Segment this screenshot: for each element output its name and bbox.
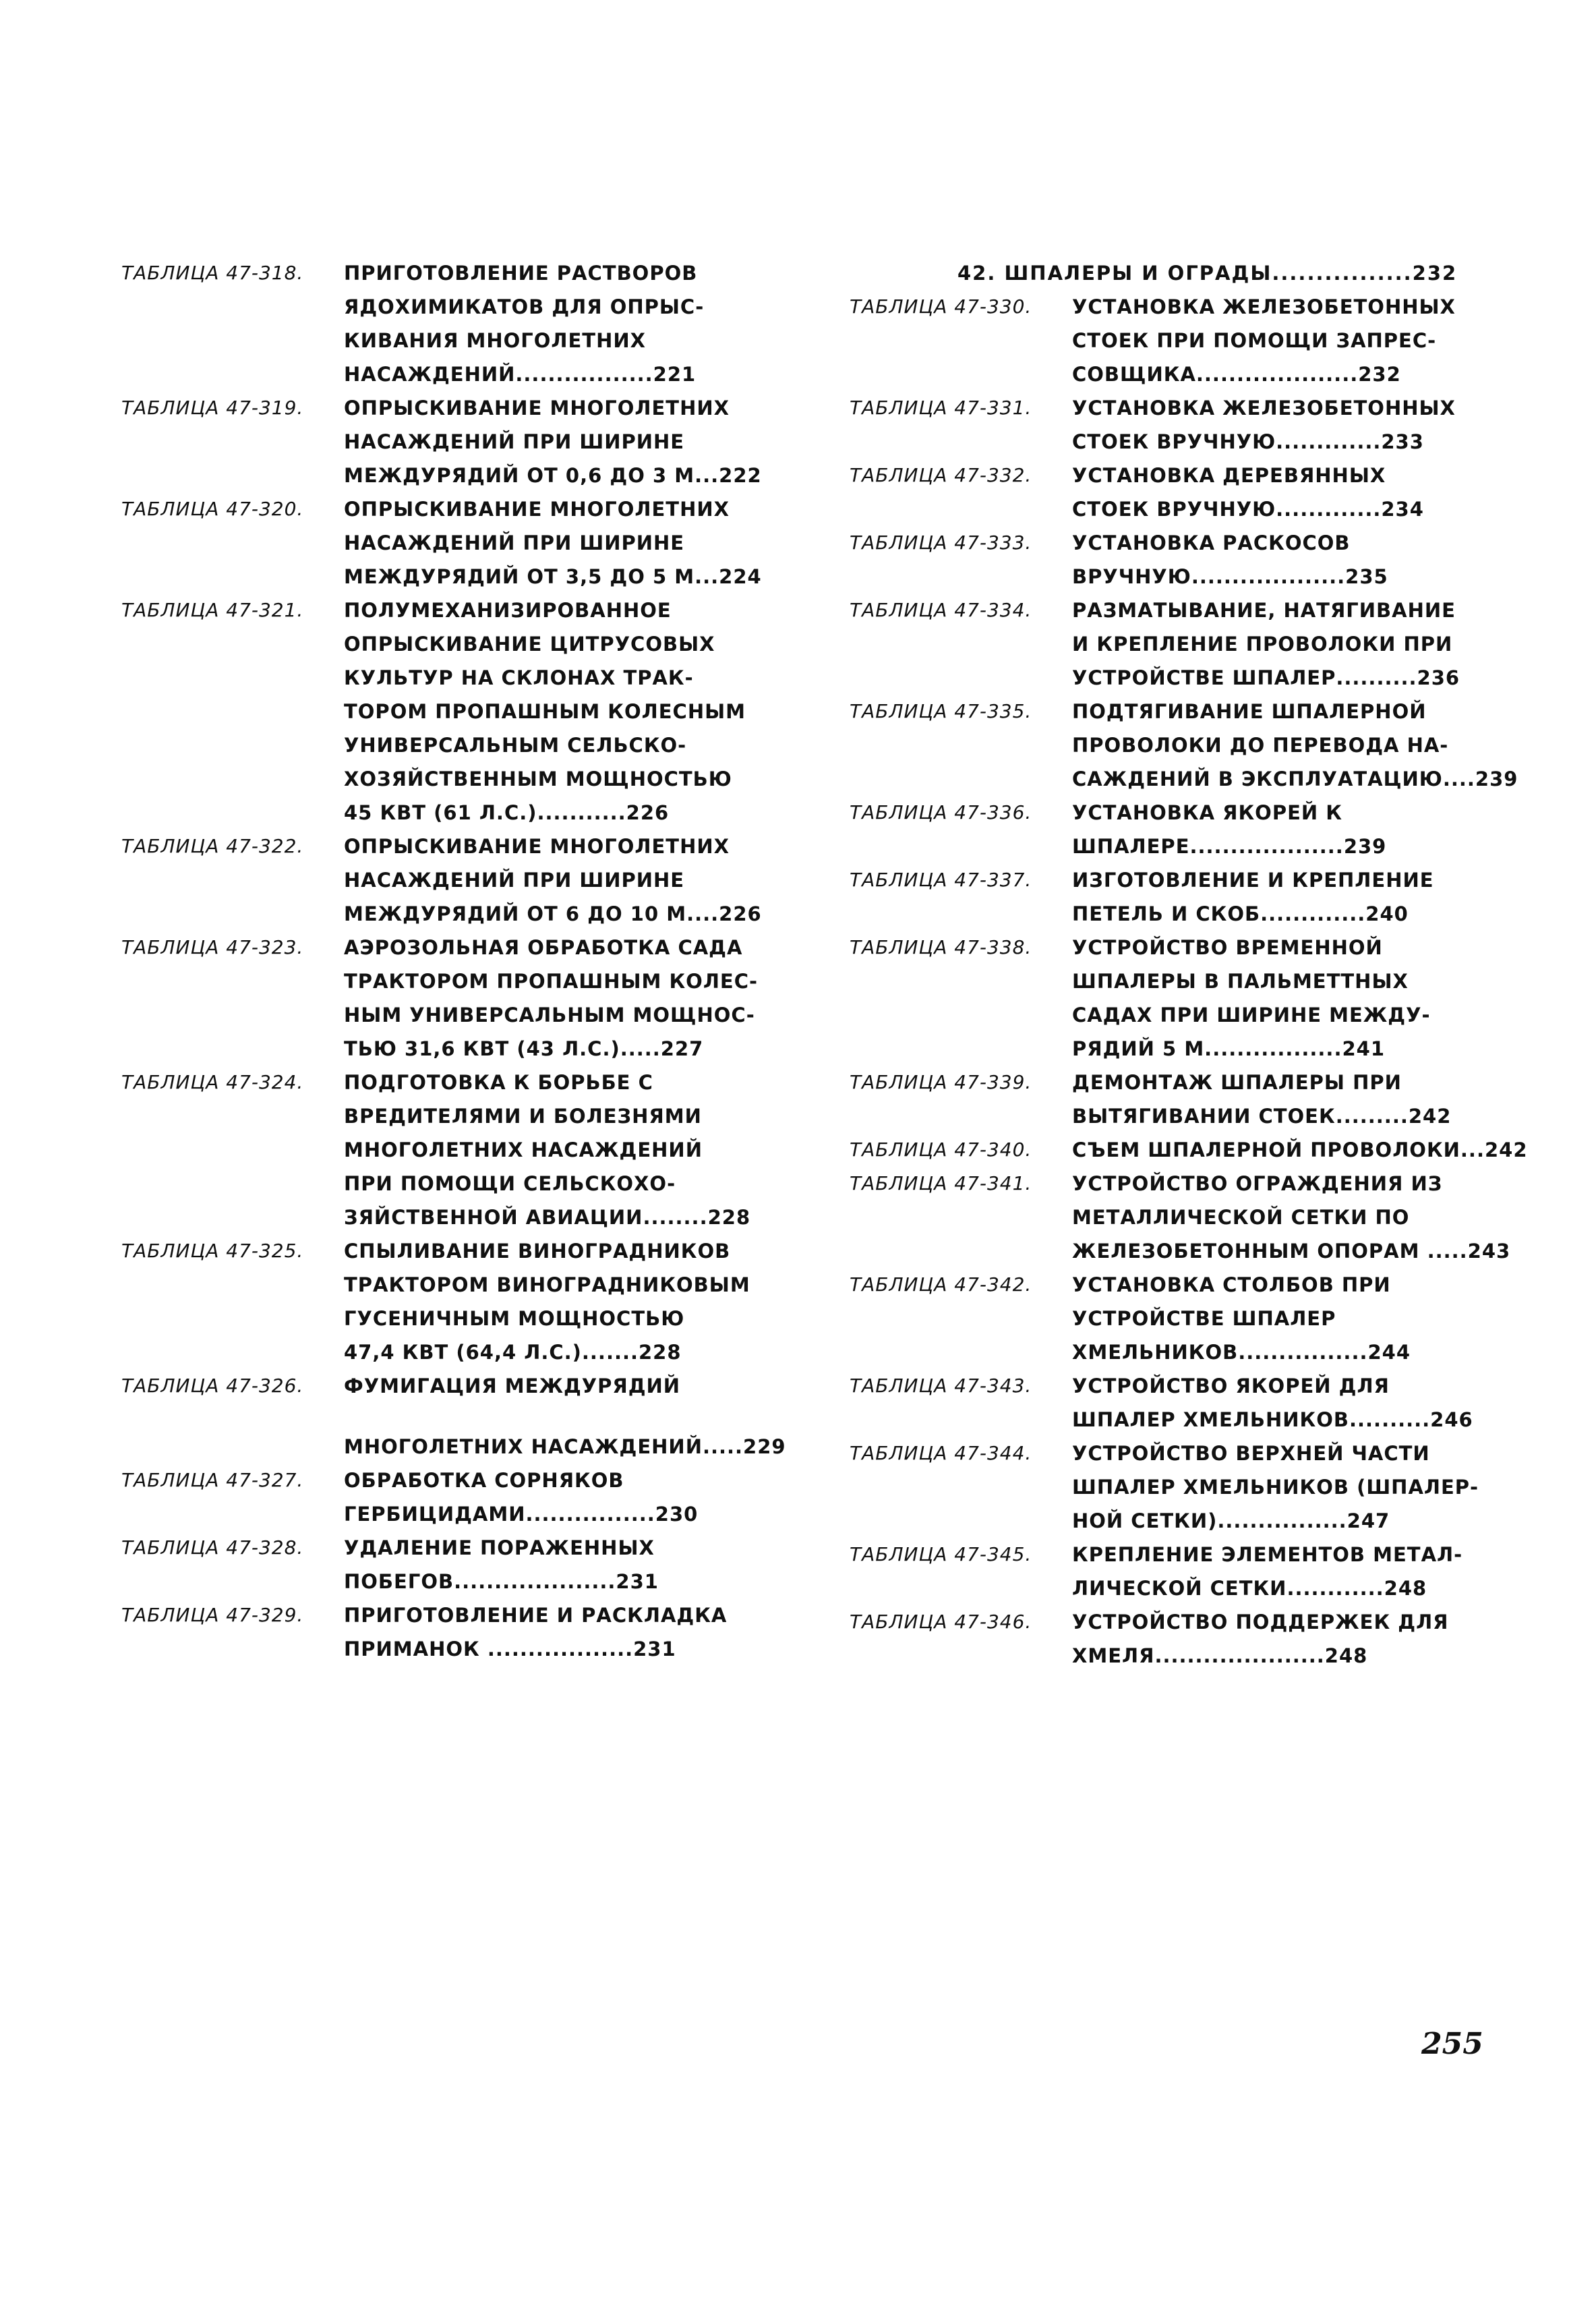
entry-title-line: НАСАЖДЕНИЙ.................221 [344,363,697,386]
toc-entry[interactable] [850,1369,1497,1437]
entry-title [1072,290,1497,391]
entry-title [1072,1369,1497,1437]
table-number-label: ТАБЛИЦА 47-322. [121,835,304,857]
table-number-label: ТАБЛИЦА 47-344. [850,1442,1032,1464]
toc-entry[interactable] [121,492,762,594]
toc-entry[interactable] [121,1464,755,1531]
toc-entry[interactable] [850,695,1518,796]
entry-title [344,830,762,931]
entry-title [344,1234,755,1369]
toc-entry[interactable] [850,796,1497,863]
entry-title-line: УСТРОЙСТВО ВЕРХНЕЙ ЧАСТИ [1072,1442,1430,1465]
entry-title [1072,695,1518,796]
entry-title [344,1464,755,1531]
entry-title-line: ПОЛУМЕХАНИЗИРОВАННОЕ [344,599,672,622]
entry-title-line: ВРЕДИТЕЛЯМИ И БОЛЕЗНЯМИ [344,1105,702,1128]
entry-title-line: НАСАЖДЕНИЙ ПРИ ШИРИНЕ [344,430,685,453]
entry-title-line: ХМЕЛЬНИКОВ................244 [1072,1341,1411,1364]
entry-title-line: ХОЗЯЙСТВЕННЫМ МОЩНОСТЬЮ [344,768,732,790]
toc-entry[interactable] [121,1598,755,1666]
entry-title-line: УСТАНОВКА ЖЕЛЕЗОБЕТОННЫХ [1072,397,1456,420]
entry-title-line: ПОДТЯГИВАНИЕ ШПАЛЕРНОЙ [1072,700,1427,723]
toc-entry[interactable] [850,459,1497,526]
entry-title-line: ТЬЮ 31,6 КВТ (43 Л.С.).....227 [344,1037,704,1060]
toc-entry[interactable] [121,1531,755,1598]
entry-title [1072,931,1497,1066]
toc-entry[interactable] [850,931,1497,1066]
entry-title [1072,1605,1497,1673]
page-number: 255 [1421,2027,1483,2061]
entry-title-line: 45 КВТ (61 Л.С.)...........226 [344,801,670,824]
table-number-label: ТАБЛИЦА 47-338. [850,936,1032,958]
table-number-label: ТАБЛИЦА 47-336. [850,801,1032,823]
entry-title-line: УДАЛЕНИЕ ПОРАЖЕННЫХ [344,1536,655,1559]
toc-entry[interactable] [850,526,1497,594]
entry-title-line: НЫМ УНИВЕРСАЛЬНЫМ МОЩНОС- [344,1004,755,1027]
entry-title [344,391,762,492]
entry-title [344,594,755,830]
table-number-label: ТАБЛИЦА 47-340. [850,1138,1032,1161]
entry-title [1072,796,1497,863]
table-number-label: ТАБЛИЦА 47-339. [850,1071,1032,1093]
entry-title-line: ОПРЫСКИВАНИЕ ЦИТРУСОВЫХ [344,633,715,656]
table-number-label: ТАБЛИЦА 47-335. [850,700,1032,722]
entry-title-line: КРЕПЛЕНИЕ ЭЛЕМЕНТОВ МЕТАЛ- [1072,1543,1463,1566]
entry-title-line: ПРИ ПОМОЩИ СЕЛЬСКОХО- [344,1172,676,1195]
entry-title-line: РАЗМАТЫВАНИЕ, НАТЯГИВАНИЕ [1072,599,1456,622]
entry-title-line: САДАХ ПРИ ШИРИНЕ МЕЖДУ- [1072,1004,1431,1027]
entry-title-line: СТОЕК ПРИ ПОМОЩИ ЗАПРЕС- [1072,329,1437,352]
table-number-label: ТАБЛИЦА 47-320. [121,498,304,520]
entry-title [1072,1437,1497,1538]
table-number-label: ТАБЛИЦА 47-330. [850,295,1032,318]
entry-title-line: УСТАНОВКА ДЕРЕВЯННЫХ [1072,464,1386,487]
table-number-label: ТАБЛИЦА 47-342. [850,1273,1032,1296]
entry-title [1072,1538,1497,1605]
entry-title-line: СЪЕМ ШПАЛЕРНОЙ ПРОВОЛОКИ...242 [1072,1138,1528,1161]
entry-title-line: УСТАНОВКА ЯКОРЕЙ К [1072,801,1342,824]
entry-title [1072,863,1497,931]
entry-title-line: ОПРЫСКИВАНИЕ МНОГОЛЕТНИХ [344,835,730,858]
entry-title [344,256,755,391]
toc-entry[interactable] [121,256,755,391]
entry-title-line: ПРИГОТОВЛЕНИЕ РАСТВОРОВ [344,262,698,285]
entry-title-line: УСТРОЙСТВЕ ШПАЛЕР [1072,1307,1336,1330]
toc-right-column [850,256,1528,1673]
table-number-label: ТАБЛИЦА 47-324. [121,1071,304,1093]
toc-entry[interactable] [121,594,755,830]
entry-title-line: СПЫЛИВАНИЕ ВИНОГРАДНИКОВ [344,1240,731,1263]
entry-title-line [344,1403,786,1430]
entry-title-line: ГУСЕНИЧНЫМ МОЩНОСТЬЮ [344,1307,685,1330]
entry-title-line: ПОДГОТОВКА К БОРЬБЕ С [344,1071,653,1094]
toc-entry[interactable] [850,1538,1497,1605]
entry-title-line: КУЛЬТУР НА СКЛОНАХ ТРАК- [344,666,694,689]
table-number-label: ТАБЛИЦА 47-326. [121,1375,304,1397]
table-number-label: ТАБЛИЦА 47-341. [850,1172,1032,1194]
toc-entry[interactable] [850,863,1497,931]
entry-title-line: МЕТАЛЛИЧЕСКОЙ СЕТКИ ПО [1072,1206,1410,1229]
entry-title-line: УСТРОЙСТВО ПОДДЕРЖЕК ДЛЯ [1072,1611,1449,1634]
entry-title-line: НОЙ СЕТКИ)................247 [1072,1509,1390,1532]
entry-title-line: УСТАНОВКА РАСКОСОВ [1072,531,1351,554]
toc-left-column [121,256,786,1666]
entry-title [1072,1268,1497,1369]
entry-title-line: 47,4 КВТ (64,4 Л.С.).......228 [344,1341,682,1364]
table-number-label: ТАБЛИЦА 47-343. [850,1375,1032,1397]
entry-title-line: МНОГОЛЕТНИХ НАСАЖДЕНИЙ [344,1138,703,1161]
table-number-label: ТАБЛИЦА 47-329. [121,1604,304,1626]
entry-title [344,1369,786,1464]
entry-title-line: МЕЖДУРЯДИЙ ОТ 0,6 ДО 3 М...222 [344,464,762,487]
toc-entry[interactable] [850,1066,1497,1133]
entry-title [1072,526,1497,594]
entry-title-line: УСТРОЙСТВО ЯКОРЕЙ ДЛЯ [1072,1375,1390,1397]
entry-title-line: ДЕМОНТАЖ ШПАЛЕРЫ ПРИ [1072,1071,1402,1094]
toc-entry[interactable] [121,1369,786,1464]
entry-title-line: МЕЖДУРЯДИЙ ОТ 3,5 ДО 5 М...224 [344,565,762,588]
entry-title-line: УСТРОЙСТВО ВРЕМЕННОЙ [1072,936,1383,959]
entry-title [344,492,762,594]
entry-title-line: РЯДИЙ 5 М.................241 [1072,1037,1385,1060]
entry-title [1072,1167,1510,1268]
entry-title-line: МНОГОЛЕТНИХ НАСАЖДЕНИЙ.....229 [344,1435,786,1458]
entry-title-line: ШПАЛЕР ХМЕЛЬНИКОВ..........246 [1072,1408,1473,1431]
entry-title-line: ХМЕЛЯ.....................248 [1072,1644,1368,1667]
toc-entry[interactable] [850,1167,1511,1268]
entry-title-line: ЯДОХИМИКАТОВ ДЛЯ ОПРЫС- [344,295,705,318]
toc-entry[interactable] [121,931,759,1066]
entry-title-line: ПЕТЕЛЬ И СКОБ.............240 [1072,902,1409,925]
toc-entry[interactable] [850,290,1497,391]
table-number-label: ТАБЛИЦА 47-323. [121,936,304,958]
toc-entry[interactable] [850,1605,1497,1673]
toc-entry[interactable] [121,1066,755,1234]
table-number-label: ТАБЛИЦА 47-346. [850,1611,1032,1633]
entry-title-line: ПРОВОЛОКИ ДО ПЕРЕВОДА НА- [1072,734,1449,757]
entry-title [344,1531,755,1598]
entry-title-line: ПРИМАНОК ..................231 [344,1638,676,1660]
entry-title-line: ВЫТЯГИВАНИИ СТОЕК.........242 [1072,1105,1452,1128]
entry-title-line: ЛИЧЕСКОЙ СЕТКИ............248 [1072,1577,1427,1600]
toc-entry[interactable] [121,830,762,931]
entry-title-line: ОПРЫСКИВАНИЕ МНОГОЛЕТНИХ [344,397,730,420]
entry-title-line: АЭРОЗОЛЬНАЯ ОБРАБОТКА САДА [344,936,743,959]
entry-title-line: ШПАЛЕР ХМЕЛЬНИКОВ (ШПАЛЕР- [1072,1476,1479,1499]
table-number-label: ТАБЛИЦА 47-332. [850,464,1032,486]
entry-title-line: ФУМИГАЦИЯ МЕЖДУРЯДИЙ [344,1375,681,1397]
toc-entry[interactable] [850,594,1497,695]
entry-title-line: СОВЩИКА....................232 [1072,363,1401,386]
entry-title-line: ЗЯЙСТВЕННОЙ АВИАЦИИ........228 [344,1206,751,1229]
entry-title-line: ИЗГОТОВЛЕНИЕ И КРЕПЛЕНИЕ [1072,869,1434,892]
entry-title-line: УСТАНОВКА ЖЕЛЕЗОБЕТОННЫХ [1072,295,1456,318]
entry-title-line: И КРЕПЛЕНИЕ ПРОВОЛОКИ ПРИ [1072,633,1453,656]
entry-title-line: САЖДЕНИЙ В ЭКСПЛУАТАЦИЮ....239 [1072,768,1518,790]
entry-title-line: ТРАКТОРОМ ВИНОГРАДНИКОВЫМ [344,1273,750,1296]
entry-title [344,1066,755,1234]
table-number-label: ТАБЛИЦА 47-319. [121,397,304,419]
table-number-label: ТАБЛИЦА 47-325. [121,1240,304,1262]
entry-title-line: УСТРОЙСТВЕ ШПАЛЕР..........236 [1072,666,1460,689]
entry-title-line: ТРАКТОРОМ ПРОПАШНЫМ КОЛЕС- [344,970,759,993]
toc-entry[interactable] [850,1133,1528,1167]
table-number-label: ТАБЛИЦА 47-328. [121,1536,304,1559]
entry-title-line: ТОРОМ ПРОПАШНЫМ КОЛЕСНЫМ [344,700,746,723]
entry-title [1072,459,1497,526]
table-number-label: ТАБЛИЦА 47-331. [850,397,1032,419]
entry-title-line: ШПАЛЕРЫ В ПАЛЬМЕТТНЫХ [1072,970,1409,993]
toc-entry[interactable] [850,1437,1497,1538]
entry-title-line: УНИВЕРСАЛЬНЫМ СЕЛЬСКО- [344,734,687,757]
table-number-label: ТАБЛИЦА 47-337. [850,869,1032,891]
entry-title [1072,1066,1497,1133]
toc-entry[interactable] [850,391,1497,459]
entry-title [344,1598,755,1666]
entry-title [1072,391,1497,459]
table-number-label: ТАБЛИЦА 47-334. [850,599,1032,621]
section-heading[interactable]: 42. ШПАЛЕРЫ И ОГРАДЫ................232 [957,262,1458,285]
entry-title-line: МЕЖДУРЯДИЙ ОТ 6 ДО 10 М....226 [344,902,762,925]
entry-title-line: ОПРЫСКИВАНИЕ МНОГОЛЕТНИХ [344,498,730,521]
entry-title-line: ПОБЕГОВ....................231 [344,1570,659,1593]
entry-title-line: УСТРОЙСТВО ОГРАЖДЕНИЯ ИЗ [1072,1172,1443,1195]
entry-title [344,931,758,1066]
toc-entry[interactable] [850,1268,1497,1369]
toc-entry[interactable] [121,1234,755,1369]
entry-title-line: КИВАНИЯ МНОГОЛЕТНИХ [344,329,646,352]
table-number-label: ТАБЛИЦА 47-345. [850,1543,1032,1565]
entry-title-line: ШПАЛЕРЕ...................239 [1072,835,1387,858]
table-number-label: ТАБЛИЦА 47-321. [121,599,304,621]
entry-title-line: НАСАЖДЕНИЙ ПРИ ШИРИНЕ [344,531,685,554]
entry-title-line: ЖЕЛЕЗОБЕТОННЫМ ОПОРАМ .....243 [1072,1240,1511,1263]
entry-title-line: ОБРАБОТКА СОРНЯКОВ [344,1469,624,1492]
toc-entry[interactable] [121,391,762,492]
table-number-label: ТАБЛИЦА 47-318. [121,262,304,284]
entry-title-line: ПРИГОТОВЛЕНИЕ И РАСКЛАДКА [344,1604,728,1627]
entry-title-line: ВРУЧНУЮ...................235 [1072,565,1388,588]
entry-title [1072,594,1497,695]
entry-title-line: ГЕРБИЦИДАМИ................230 [344,1503,699,1526]
table-number-label: ТАБЛИЦА 47-333. [850,531,1032,554]
entry-title-line: НАСАЖДЕНИЙ ПРИ ШИРИНЕ [344,869,685,892]
entry-title-line: СТОЕК ВРУЧНУЮ.............233 [1072,430,1424,453]
entry-title [1072,1133,1528,1167]
entry-title-line: УСТАНОВКА СТОЛБОВ ПРИ [1072,1273,1391,1296]
table-number-label: ТАБЛИЦА 47-327. [121,1469,304,1491]
entry-title-line: СТОЕК ВРУЧНУЮ.............234 [1072,498,1424,521]
